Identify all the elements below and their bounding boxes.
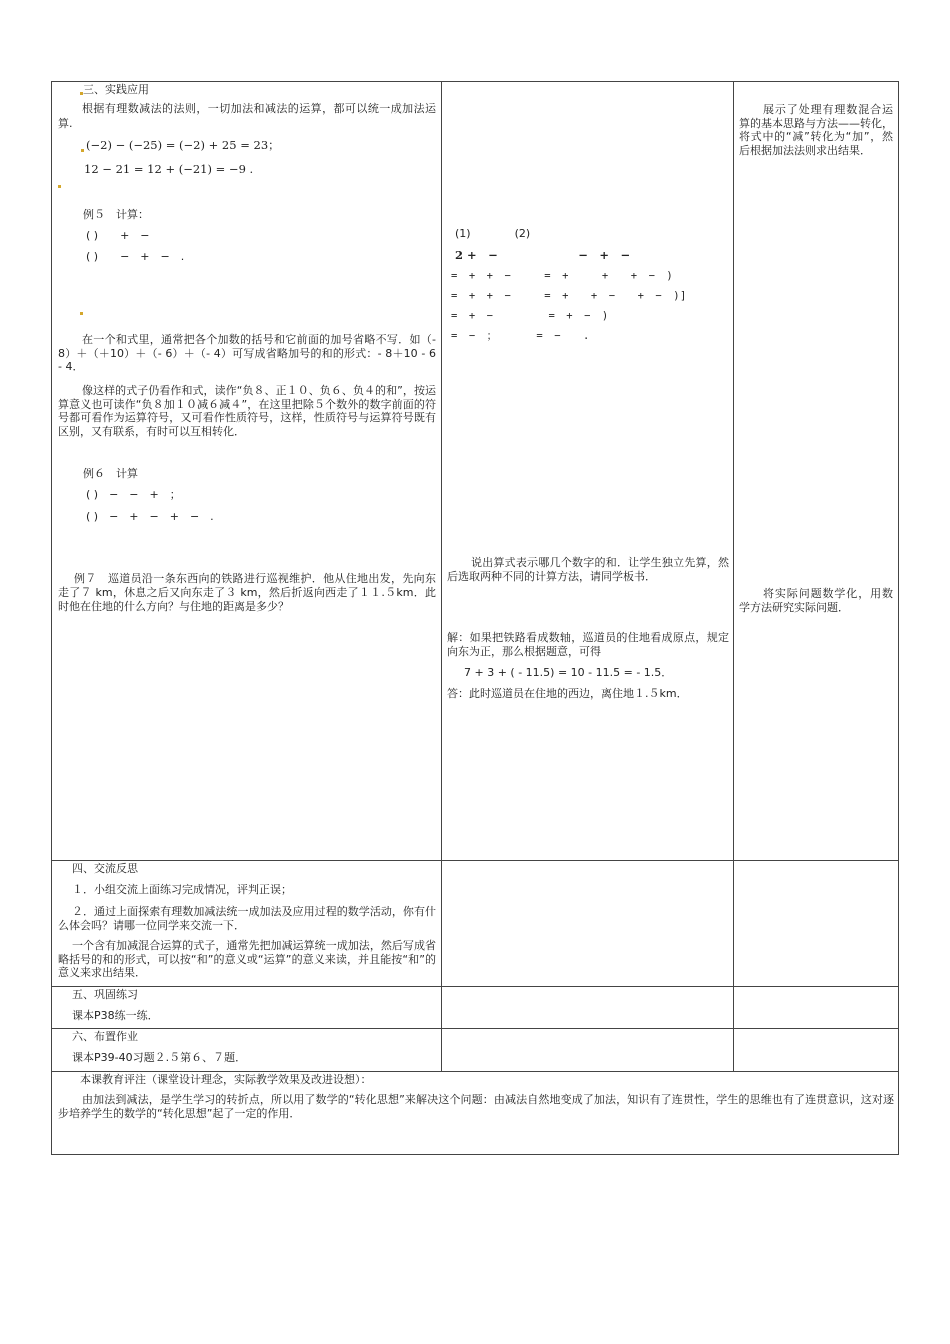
example6-teaching-note: 说出算式表示哪几个数字的和．让学生独立先算，然后选取两种不同的计算方法，请同学板书． xyxy=(447,556,729,583)
section3-intro: 根据有理数减法的法则，一切加法和减法的运算，都可以统一成加法运算. xyxy=(58,102,436,130)
marker-dot xyxy=(80,312,83,315)
example7-text: 例７ 巡道员沿一条东西向的铁路进行巡视维护．他从住地出发，先向东走了７ km，休息之后又向东走了３ km，然后折返向西走了１１.５km．此时他在住地的什么方向？与住地的距离是多少？ xyxy=(58,572,436,613)
example5-title: 例５ 计算： xyxy=(83,208,149,221)
row-divider-section5 xyxy=(51,986,899,987)
row-divider-section4 xyxy=(51,860,899,861)
solution-row-3: = + + − = + + − + − )] xyxy=(451,290,687,302)
section5-text: 课本P38练一练． xyxy=(72,1009,159,1022)
section4-paragraph: 一个含有加减混合运算的式子，通常先把加减运算统一成加法，然后写成省略括号的和的形式，可以按“和”的意义或“运算”的意义来读，并且能按“和”的意义来求出结果． xyxy=(58,939,436,979)
table-border-top xyxy=(51,81,899,82)
section4-heading: 四、交流反思 xyxy=(72,862,138,875)
section6-heading: 六、布置作业 xyxy=(72,1030,138,1043)
paragraph-sum-notation: 在一个和式里，通常把各个加数的括号和它前面的加号省略不写．如（- 8）＋（＋10）＋（- 6）＋（- 4）可写成省略加号的和的形式：- 8＋10 - 6 - 4． xyxy=(58,333,436,373)
solution-row-5: = − ； = − . xyxy=(451,330,590,342)
remark-text: 由加法到减法，是学生学习的转折点，所以用了数学的“转化思想”来解决这个问题：由减法自然地变成了加法，知识有了连贯性，学生的思维也有了连贯意识，这对逐步培养学生的数学的“转化思想”起了一定的作用． xyxy=(58,1093,894,1120)
section4-item-2: ２．通过上面探索有理数加减法统一成加法及应用过程的数学活动，你有什么体会吗？请哪一位同学来交流一下． xyxy=(58,905,436,932)
table-border-left xyxy=(51,81,52,1155)
section3-heading: 三、实践应用 xyxy=(83,83,149,96)
section5-heading: 五、巩固练习 xyxy=(72,988,138,1001)
solution-labels: (1) (2) xyxy=(455,227,531,240)
example6-question-1: ( ) − − + ； xyxy=(86,488,181,501)
example7-equation: 7 + 3 + ( - 11.5) = 10 - 11.5 = - 1.5． xyxy=(464,666,673,679)
equation-2: 12 − 21 = 12 + (−21) = −9 . xyxy=(84,162,254,176)
example6-title: 例６ 计算 xyxy=(83,467,138,480)
example7-solution: 解：如果把铁路看成数轴，巡道员的住地看成原点，规定向东为正，那么根据题意，可得 xyxy=(447,631,729,658)
design-note-conversion: 展示了处理有理数混合运算的基本思路与方法——转化，将式中的“减”转化为“加”，然后根据加法法则求出结果． xyxy=(739,103,893,157)
solution-row-4: = + − = + − ) xyxy=(451,310,609,322)
remark-title: 本课教育评注（课堂设计理念，实际教学效果及改进设想）： xyxy=(80,1073,372,1086)
table-border-bottom xyxy=(51,1154,899,1155)
row-divider-remark xyxy=(51,1071,899,1072)
solution-row-1: 2 + − − + − xyxy=(455,248,631,262)
example5-question-1: ( ) + − xyxy=(86,229,150,242)
column-divider-2 xyxy=(733,81,734,1071)
section4-item-1: １．小组交流上面练习完成情况，评判正误； xyxy=(72,883,292,896)
equation-1: (−2) − (−25) = (−2) + 25 = 23； xyxy=(86,138,280,152)
table-border-right xyxy=(898,81,899,1155)
paragraph-sum-reading: 像这样的式子仍看作和式，读作“负８、正１０、负６、负４的和”，按运算意义也可读作“负８加１０减６减４”，在这里把除５个数外的数字前面的符号都可看作为运算符号，又可看作性质符号，这样，性质符号与运算符号既有区别，又有联系，有时可以互相转化． xyxy=(58,384,436,438)
marker-dot xyxy=(58,185,61,188)
row-divider-section6 xyxy=(51,1028,899,1029)
section6-text: 课本P39-40习题２.５第６、７题． xyxy=(72,1051,247,1064)
example5-question-2: ( ) − + − . xyxy=(86,250,185,263)
example6-question-2: ( ) − + − + − . xyxy=(86,510,214,523)
marker-dot xyxy=(81,149,84,152)
solution-row-2: = + + − = + + + − ) xyxy=(451,270,674,282)
column-divider-1 xyxy=(441,81,442,1071)
design-note-modeling: 将实际问题数学化，用数学方法研究实际问题． xyxy=(739,587,893,614)
example7-answer: 答：此时巡道员在住地的西边，离住地１.５km． xyxy=(447,687,688,700)
